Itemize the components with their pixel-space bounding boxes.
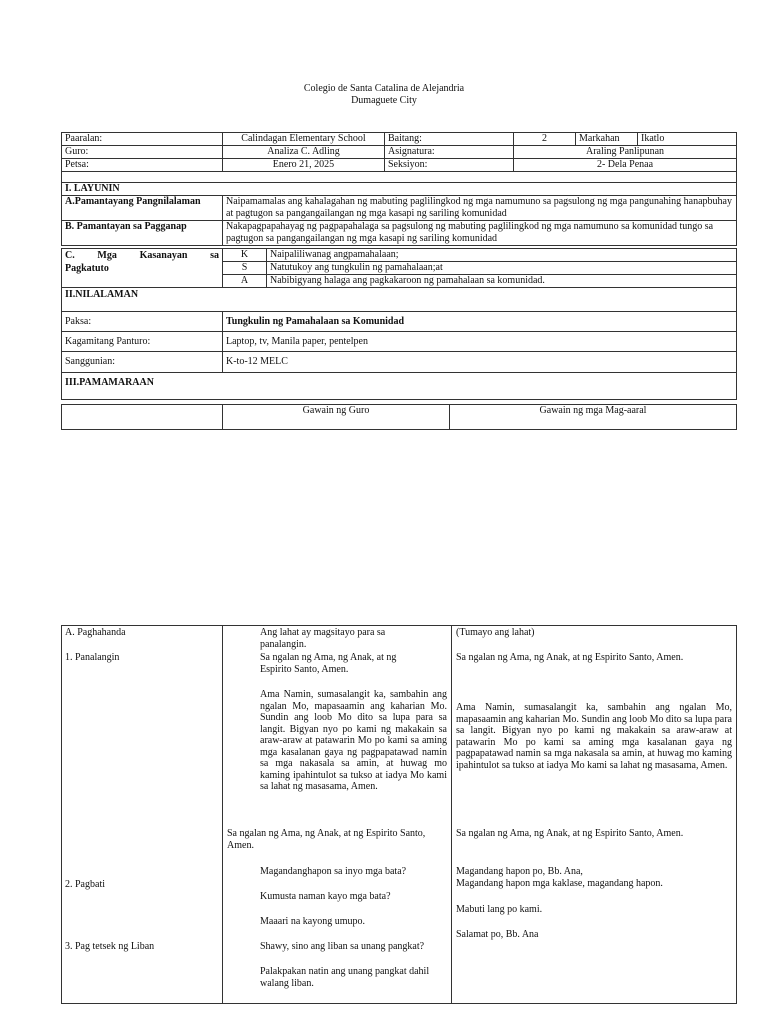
step-panalangin: 1. Panalangin (65, 652, 120, 663)
guro-ama-namin: Ama Namin, sumasalangit ka, sambahin ang ngalan Mo, mapasaamin ang kaharian Mo. Sundin ang loob Mo dito sa lupa para sa langit. Bigyan nyo po kami ng makakain sa araw-araw at patawarin Mo po kami sa aming mga kasalanan gaya ng pagpapatawad namin sa mga nakasala sa amin, at huwag mo kaming ipahintulot sa tukso at iadya Mo kami sa lahat ng masasama, Amen. (260, 689, 447, 792)
gawain-empty-cell (62, 405, 223, 430)
kasanayan-label (62, 249, 223, 288)
s-letter: S (223, 262, 267, 275)
s-text: Natutukoy ang tungkulin ng pamahalaan;at (267, 262, 737, 275)
mag-aaral-activities-column (452, 626, 737, 1004)
guro-sino-liban: Shawy, sino ang liban sa unang pangkat? (260, 941, 425, 952)
paaralan-value: Calindagan Elementary School (223, 133, 385, 146)
paksa-label: Paksa: (62, 312, 223, 332)
procedure-steps-column (62, 626, 223, 1004)
k-text: Naipaliliwanag angpamahalaan; (267, 249, 737, 262)
asignatura-label: Asignatura: (385, 146, 514, 159)
guro-activities-column (223, 626, 452, 1004)
petsa-label: Petsa: (62, 159, 223, 172)
step-pagbati: 2. Pagbati (65, 879, 105, 890)
nilalaman-table (61, 287, 737, 400)
nilalaman-heading: II.NILALAMAN (62, 288, 737, 312)
step-paghahanda: A. Paghahanda (65, 627, 126, 638)
school-city: Dumaguete City (351, 95, 417, 106)
a-letter: A (223, 275, 267, 288)
kasanayan-label-line2: Pagkatuto (65, 263, 109, 274)
mag-aaral-sign-of-cross-1: Sa ngalan ng Ama, ng Anak, at ng Espirito Santo, Amen. (456, 652, 684, 663)
kasanayan-table (61, 248, 737, 288)
mag-aaral-greeting-classmates: Magandang hapon mga kaklase, magandang hapon. (456, 878, 663, 889)
layunin-heading: I. LAYUNIN (62, 183, 737, 196)
guro-umupo: Maaari na kayong umupo. (260, 916, 365, 927)
guro-value: Analiza C. Adling (223, 146, 385, 159)
step-pag-tetsek: 3. Pag tetsek ng Liban (65, 941, 155, 952)
pamantayan-pagganap-text: Nakapagpapahayag ng pagpapahalaga sa pagsulong ng mabuting paglilingkod ng mga namumuno sa komunidad tungo sa pagtugon sa pangangailangan ng mga kasapi ng sariling komunidad (223, 221, 737, 246)
pamantayan-pagganap-label: B. Pamantayan sa Pagganap (62, 221, 223, 246)
seksiyon-label: Seksiyon: (385, 159, 514, 172)
a-text: Nabibigyang halaga ang pagkakaroon ng pamahalaan sa komunidad. (267, 275, 737, 288)
guro-label: Guro: (62, 146, 223, 159)
mag-aaral-greeting-teacher: Magandang hapon po, Bb. Ana, (456, 866, 583, 877)
mag-aaral-tumayo: (Tumayo ang lahat) (456, 627, 535, 638)
spacer-row (62, 172, 737, 183)
gawain-mag-aaral-header: Gawain ng mga Mag-aaral (450, 405, 737, 430)
kagamitan-label: Kagamitang Panturo: (62, 332, 223, 352)
markahan-label: Markahan (576, 133, 638, 146)
baitang-label: Baitang: (385, 133, 514, 146)
mag-aaral-ama-namin: Ama Namin, sumasalangit ka, sambahin ang ngalan Mo, mapasaamin ang kaharian Mo. Sundin ang loob Mo dito sa lupa para sa langit. Bigyan nyo po kami ng makakain sa araw-araw at patawarin Mo po kami sa aming mga kasalanan gaya ng pagpapatawad namin sa mga nakasala sa amin, at huwag mo kaming ipahintulot sa tukso at iadya Mo kami sa lahat ng masasama, Amen. (456, 702, 732, 771)
petsa-value: Enero 21, 2025 (223, 159, 385, 172)
mag-aaral-mabuti: Mabuti lang po kami. (456, 904, 543, 915)
sanggunian-label: Sanggunian: (62, 352, 223, 373)
mag-aaral-salamat: Salamat po, Bb. Ana (456, 929, 539, 940)
kagamitan-value: Laptop, tv, Manila paper, pentelpen (223, 332, 737, 352)
baitang-value: 2 (514, 133, 576, 146)
procedure-table (61, 625, 737, 1004)
pamamaraan-heading: III.PAMAMARAAN (62, 373, 737, 400)
paksa-value: Tungkulin ng Pamahalaan sa Komunidad (223, 312, 737, 332)
seksiyon-value: 2- Dela Penaa (514, 159, 737, 172)
k-letter: K (223, 249, 267, 262)
asignatura-value: Araling Panlipunan (514, 146, 737, 159)
document-header (0, 83, 768, 107)
pamantayang-pangnilalaman-text: Naipamamalas ang kahalagahan ng mabuting paglilingkod ng mga namumuno sa pagsulong ng mga pangunahing hanapbuhay at pagtugon sa pangangailangan ng mga kasapi ng sariling komunidad (223, 196, 737, 221)
mag-aaral-sign-of-cross-2: Sa ngalan ng Ama, ng Anak, at ng Espirito Santo, Amen. (456, 828, 684, 839)
guro-kumusta: Kumusta naman kayo mga bata? (260, 891, 391, 902)
gawain-guro-header: Gawain ng Guro (223, 405, 450, 430)
lesson-info-table (61, 132, 737, 246)
paaralan-label: Paaralan: (62, 133, 223, 146)
school-name: Colegio de Santa Catalina de Alejandria (303, 83, 465, 94)
guro-instruction-tumayo: Ang lahat ay magsitayo para sa panalangin. (260, 627, 386, 650)
markahan-value: Ikatlo (638, 133, 737, 146)
sanggunian-value: K-to-12 MELC (223, 352, 737, 373)
kasanayan-label-line1: C. Mga Kasanayan sa (65, 250, 219, 261)
guro-sign-of-cross-2: Sa ngalan ng Ama, ng Anak, at ng Espirito Santo, Amen. (227, 828, 426, 851)
gawain-header-table (61, 404, 737, 430)
guro-greeting: Magandanghapon sa inyo mga bata? (260, 866, 407, 877)
pamantayang-pangnilalaman-label: A.Pamantayang Pangnilalaman (62, 196, 223, 221)
guro-sign-of-cross-1: Sa ngalan ng Ama, ng Anak, at ng Espirito Santo, Amen. (260, 652, 397, 675)
guro-palakpakan: Palakpakan natin ang unang pangkat dahil walang liban. (260, 966, 430, 989)
